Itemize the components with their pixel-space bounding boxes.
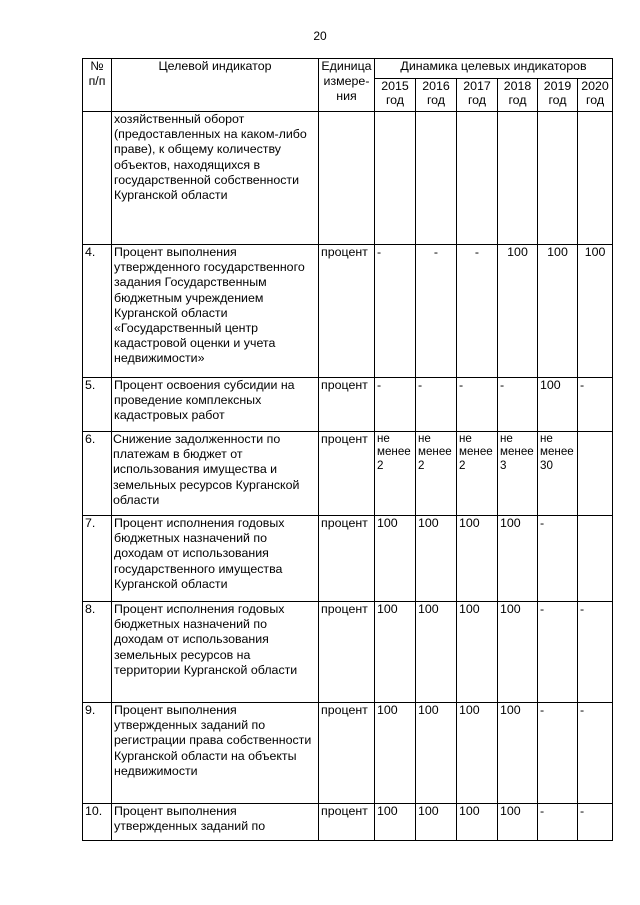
table-row [83,112,613,245]
value-2020: - [578,804,613,841]
value-2017: 100 [457,516,498,602]
value-2015: не менее 2 [375,432,416,516]
unit: процент [319,378,375,432]
unit: процент [319,516,375,602]
value-2016: 100 [416,703,457,804]
value-2016: 100 [416,516,457,602]
row-number: 4. [83,245,112,378]
value-2015: 100 [375,703,416,804]
value-2019 [538,112,578,245]
header-dynamics: Динамика целевых индикаторов [375,59,613,79]
unit: процент [319,245,375,378]
value-2019: - [538,516,578,602]
table-row [83,432,613,516]
value-2018: 100 [498,516,538,602]
unit: процент [319,703,375,804]
header-year: 2020 год [578,79,613,112]
indicator-name: Процент исполнения годовых бюджетных назначений по доходам от использования земельных ресурсов на территории Курганской области [112,602,319,703]
value-2015: 100 [375,602,416,703]
value-2017: не менее 2 [457,432,498,516]
header-year: 2016 год [416,79,457,112]
value-2020: - [578,703,613,804]
row-number: 7. [83,516,112,602]
header-year: 2017 год [457,79,498,112]
value-2018: - [498,378,538,432]
indicator-name: Процент освоения субсидии на проведение комплексных кадастровых работ [112,378,319,432]
value-2016: - [416,245,457,378]
row-number [83,112,112,245]
value-2018: не менее 3 [498,432,538,516]
value-2020 [578,432,613,516]
indicator-name: Процент исполнения годовых бюджетных назначений по доходам от использования государственного имущества Курганской области [112,516,319,602]
value-2018: 100 [498,804,538,841]
indicator-name: Снижение задолженности по платежам в бюджет от использования имущества и земельных ресурсов Курганской области [112,432,319,516]
value-2018 [498,112,538,245]
unit: процент [319,432,375,516]
header-year: 2018 год [498,79,538,112]
indicator-name: Процент выполнения утвержденного государственного задания Государственным бюджетным учреждением Курганской области «Государственный центр кадастровой оценки и учета недвижимости» [112,245,319,378]
value-2018: 100 [498,245,538,378]
table-row [83,245,613,378]
row-number: 10. [83,804,112,841]
unit [319,112,375,245]
header-indicator: Целевой индикатор [112,59,319,112]
value-2017: - [457,245,498,378]
indicator-name: Процент выполнения утвержденных заданий по [112,804,319,841]
table-row [83,804,613,841]
value-2020: - [578,378,613,432]
value-2015: - [375,378,416,432]
header-year: 2015 год [375,79,416,112]
value-2018: 100 [498,602,538,703]
value-2020 [578,516,613,602]
value-2019: - [538,804,578,841]
value-2015: - [375,245,416,378]
value-2020: 100 [578,245,613,378]
unit: процент [319,804,375,841]
value-2018: 100 [498,703,538,804]
value-2015: 100 [375,516,416,602]
page-number: 20 [313,29,327,43]
header-num: № п/п [83,59,112,112]
value-2017: 100 [457,703,498,804]
target-indicators-table [82,58,613,841]
value-2016: - [416,378,457,432]
value-2020: - [578,602,613,703]
unit: процент [319,602,375,703]
value-2020 [578,112,613,245]
indicator-name: хозяйственный оборот (предоставленных на каком-либо праве), к общему количеству объектов, находящихся в государственной собственности Курганской области [112,112,319,245]
value-2019: не менее 30 [538,432,578,516]
value-2019: 100 [538,245,578,378]
table-row [83,703,613,804]
value-2016: не менее 2 [416,432,457,516]
row-number: 6. [83,432,112,516]
table-row [83,516,613,602]
row-number: 8. [83,602,112,703]
value-2015 [375,112,416,245]
value-2019: 100 [538,378,578,432]
table-row [83,378,613,432]
value-2017: - [457,378,498,432]
value-2019: - [538,602,578,703]
row-number: 9. [83,703,112,804]
table-row [83,602,613,703]
value-2016 [416,112,457,245]
value-2017 [457,112,498,245]
value-2017: 100 [457,804,498,841]
value-2019: - [538,703,578,804]
row-number: 5. [83,378,112,432]
header-unit: Единица измере-ния [319,59,375,112]
value-2015: 100 [375,804,416,841]
indicator-name: Процент выполнения утвержденных заданий по регистрации права собственности Курганской области на объекты недвижимости [112,703,319,804]
value-2017: 100 [457,602,498,703]
header-year: 2019 год [538,79,578,112]
value-2016: 100 [416,602,457,703]
value-2016: 100 [416,804,457,841]
